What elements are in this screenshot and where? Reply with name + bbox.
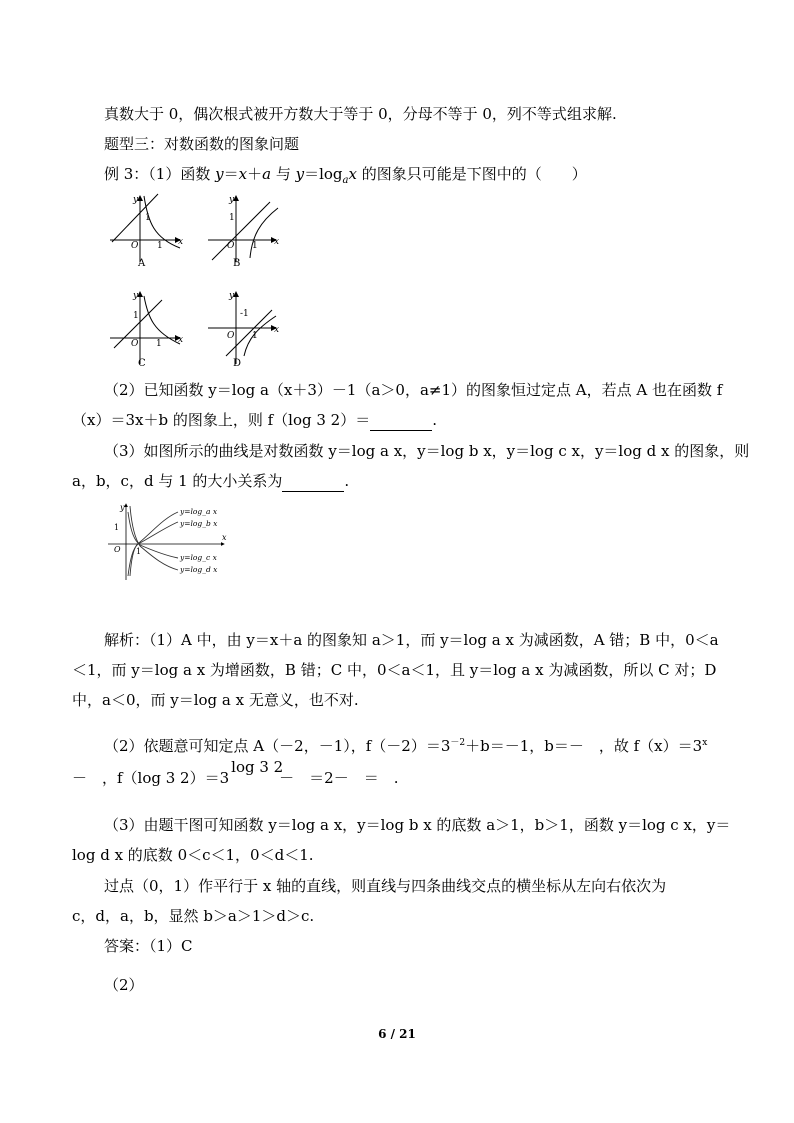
solution-3-line-4: c，d，a，b，显然 b＞a＞1＞d＞c. xyxy=(72,907,315,925)
origin-label: O xyxy=(131,339,139,349)
solution-1-line-3: 中，a＜0，而 y＝log a x 无意义，也不对. xyxy=(72,691,359,709)
answer-blank xyxy=(282,471,344,492)
solution-3-line-1: （3）由题干图可知函数 y＝log a x，y＝log b x 的底数 a＞1，b＞1，函数 y＝log c x，y＝ xyxy=(104,816,731,834)
solution-1-line-2: ＜1，而 y＝log a x 为增函数，B 错；C 中，0＜a＜1，且 y＝log a x 为减函数，所以 C 对；D xyxy=(72,661,717,679)
question-2-line-1: （2）已知函数 y＝log a（x＋3）－1（a＞0，a≠1）的图象恒过定点 A，若点 A 也在函数 f xyxy=(104,381,723,399)
solution-2-line-1: （2）依题意可知定点 A（－2，－1），$f(-2)=3^{-2}+b=-1$，b＝－ ，故 $f(x)=3^x$ xyxy=(104,737,708,755)
axis-x-label: x xyxy=(274,325,280,335)
graph-c xyxy=(110,292,180,364)
tick-one-label: 1 xyxy=(229,213,235,223)
origin-label: O xyxy=(227,331,235,341)
axis-x-label: x xyxy=(178,237,184,247)
tick-neg-one-label: -1 xyxy=(240,309,249,319)
curve-label-b: y=log_b x xyxy=(180,519,218,528)
question-3-line-2: a，b，c，d 与 1 的大小关系为 . xyxy=(72,472,350,490)
question-3-line-1: （3）如图所示的曲线是对数函数 y＝log a x，y＝log b x，y＝log c x，y＝log d x 的图象，则 xyxy=(104,442,750,460)
axis-y-label: y xyxy=(229,291,235,301)
tick-one-label: 1 xyxy=(156,339,162,349)
tick-one-label: 1 xyxy=(252,241,258,251)
option-label-b: B xyxy=(233,258,241,269)
graph-b xyxy=(208,196,278,262)
solution-3-line-3: 过点（0，1）作平行于 x 轴的直线，则直线与四条曲线交点的横坐标从左向右依次为 xyxy=(104,877,667,895)
tick-one-label: 1 xyxy=(145,213,151,223)
origin-label: O xyxy=(227,241,235,251)
axis-y-label: y xyxy=(133,291,139,301)
origin-label: O xyxy=(114,545,121,554)
answer-1: 答案：（1）C xyxy=(104,937,193,955)
section-heading: 题型三：对数函数的图象问题 xyxy=(104,135,300,153)
log-curves xyxy=(128,506,178,576)
origin-label: O xyxy=(131,241,139,251)
graph-a xyxy=(110,194,180,262)
tick-one-label: 1 xyxy=(133,311,139,321)
axis-x-label: x xyxy=(274,237,280,247)
log-curves-figure xyxy=(104,500,234,584)
axis-y-label: y xyxy=(120,503,125,512)
axis-x-label: x xyxy=(222,533,227,542)
solution-3-line-2: log d x 的底数 0＜c＜1，0＜d＜1. xyxy=(72,846,314,864)
answer-2: （2） xyxy=(104,976,144,994)
answer-blank xyxy=(370,410,432,431)
axis-x-label: x xyxy=(178,335,184,345)
axis-y-label: y xyxy=(229,195,235,205)
solution-1-line-1: 解析：（1）A 中，由 y＝x＋a 的图象知 a＞1，而 y＝log a x 为减函数，A 错；B 中，0＜a xyxy=(104,631,719,649)
solution-2-line-2: － ，f（log 3 2）＝3 log 3 2 － ＝2－ ＝ . xyxy=(72,758,399,787)
curve-label-c: y=log_c x xyxy=(180,553,217,562)
option-graphs xyxy=(100,192,300,372)
curve-label-d: y=log_d x xyxy=(180,565,218,574)
option-label-a: A xyxy=(138,258,146,269)
option-label-c: C xyxy=(138,358,146,369)
curve-label-a: y=log_a x xyxy=(180,507,218,516)
text-line: 真数大于 0，偶次根式被开方数大于等于 0，分母不等于 0，列不等式组求解. xyxy=(104,105,617,123)
tick-one-label: 1 xyxy=(136,547,142,556)
question-2-line-2: （x）＝3x＋b 的图象上，则 f（log 3 2）＝ . xyxy=(72,411,437,429)
axis-y-label: y xyxy=(133,195,139,205)
page-number: 6 / 21 xyxy=(378,1027,416,1041)
tick-one-label: 1 xyxy=(157,241,163,251)
tick-one-label: 1 xyxy=(114,523,120,532)
example-3-question-1: 例 3：（1）函数 y＝x＋a 与 $y=\log_ax$ 的图象只可能是下图中的（ ） xyxy=(104,165,587,186)
option-label-d: D xyxy=(233,358,242,369)
tick-one-label: 1 xyxy=(252,331,258,341)
graph-d xyxy=(208,292,276,364)
